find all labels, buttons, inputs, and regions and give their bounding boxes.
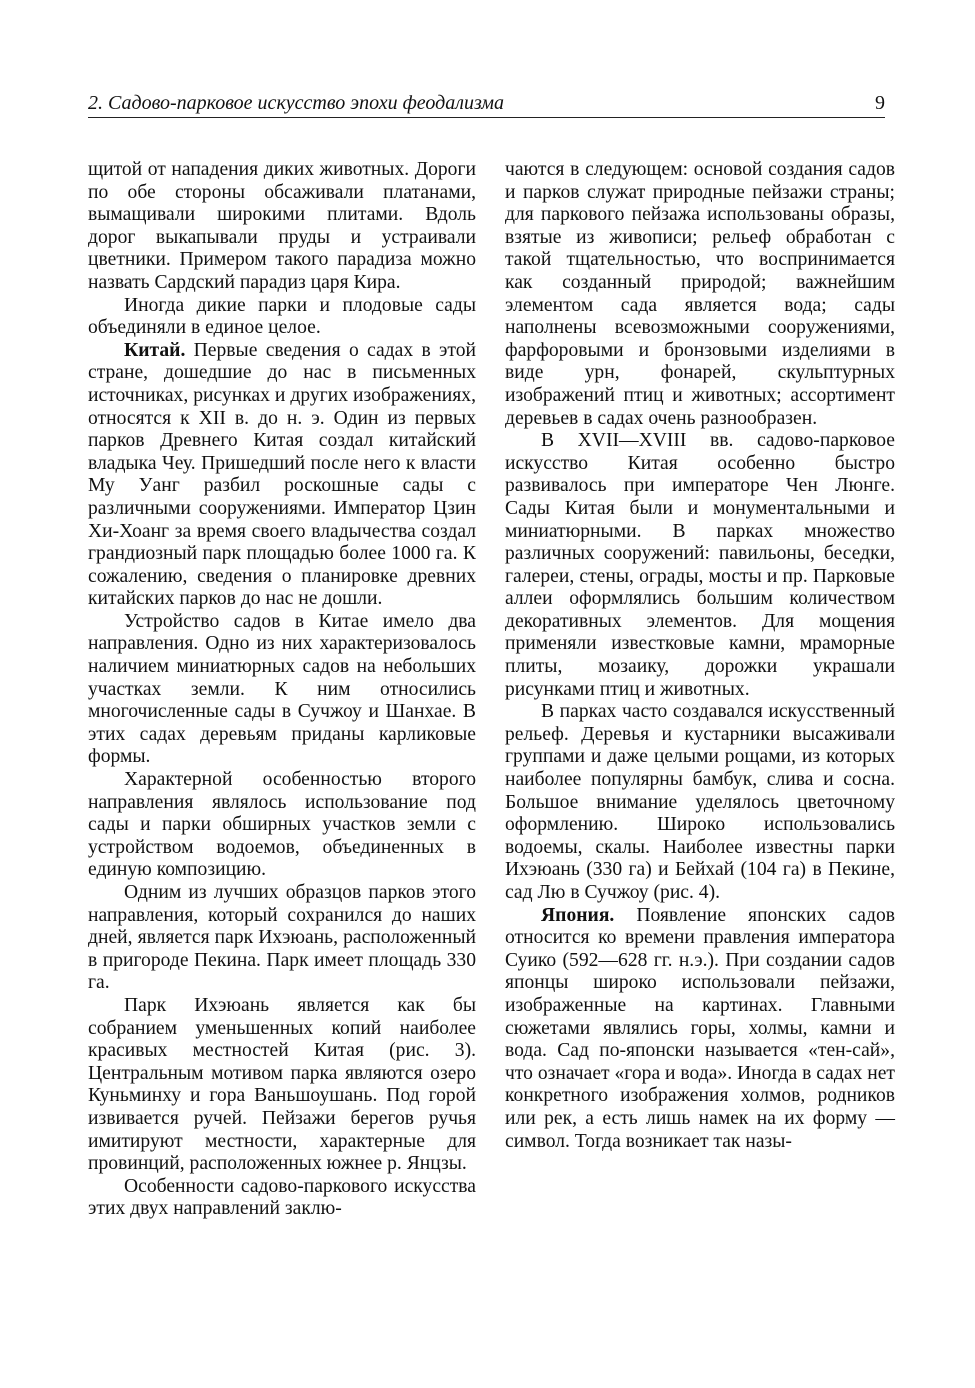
- paragraph: Иногда дикие парки и плодовые сады объединяли в единое целое.: [88, 294, 476, 339]
- paragraph-text: Появление японских садов относится ко времени правления императора Суико (592—628 гг. н.э.). При создании садов японцы широко использовали пейзажи, изображенные на картинах. Главными сюжетами являлись горы, холмы, камни и вода. Сад по-японски называется «тен-сай», что означает «гора и вода». Иногда в садах нет конкретного изображения холмов, родников или рек, а есть лишь намек на их форму — символ. Тогда возникает так назы-: [505, 904, 895, 1152]
- paragraph: В XVII—XVIII вв. садово-парковое искусство Китая особенно быстро развивалось при императоре Чен Люнге. Сады Китая были и монументальными и миниатюрными. В парках множество различных сооружений: павильоны, беседки, галереи, стены, ограды, мосты и пр. Парковые аллеи оформлялись большим количеством декоративных элементов. Для мощения применяли известковые камни, мраморные плиты, мозаику, дорожки украшали рисунками птиц и животных.: [505, 430, 895, 700]
- paragraph: щитой от нападения диких животных. Дороги по обе стороны обсаживали платанами, вымащивали широкими плитами. Вдоль дорог выкапывали пруды и устраивали цветники. Примером такого парадиза можно назвать Сардский парадиз царя Кира.: [88, 159, 476, 293]
- left-column: [88, 159, 476, 1221]
- paragraph: чаются в следующем: основой создания садов и парков служат природные пейзажи страны; для паркового пейзажа использованы образы, взятые из живописи; рельеф обработан с такой тщательностью, что воспринимается как созданный природой; важнейшим элементом сада является вода; сады наполнены всевозможными сооружениями, фарфоровыми и бронзовыми изделиями в виде урн, фонарей, скульптурных изображений птиц и животных; ассортимент деревьев в садах очень разнообразен.: [505, 159, 895, 429]
- section-heading-japan: Япония.: [541, 904, 615, 926]
- paragraph: Особенности садово-паркового искусства этих двух направлений заклю-: [88, 1175, 476, 1220]
- paragraph: В парках часто создавался искусственный рельеф. Деревья и кустарники высаживали группами и даже целыми рощами, из которых наиболее популярны бамбук, слива и сосна. Большое внимание уделялось цветочному оформлению. Широко использовались водоемы, скалы. Наиболее известны парки Ихэюань (330 га) и Бейхай (104 га) в Пекине, сад Лю в Сучжоу (рис. 4).: [505, 701, 895, 903]
- paragraph: Парк Ихэюань является как бы собранием уменьшенных копий наиболее красивых местностей Китая (рис. 3). Центральным мотивом парка являются озеро Куньминху и гора Ваньшоушань. Под горой извивается ручей. Пейзажи берегов ручья имитируют местности, характерные для провинций, расположенных южнее р. Янцзы.: [88, 994, 476, 1175]
- paragraph: Устройство садов в Китае имело два направления. Одно из них характеризовалось наличием миниатюрных садов на небольших участках земли. К ним относились многочисленные сады в Сучжоу и Шанхае. В этих садах деревьям приданы карликовые формы.: [88, 610, 476, 768]
- paragraph-china: [88, 340, 476, 611]
- paragraph: Одним из лучших образцов парков этого направления, который сохранился до наших дней, является парк Ихэюань, расположенный в пригороде Пекина. Парк имеет площадь 330 га.: [88, 882, 476, 994]
- paragraph-japan: [505, 905, 895, 1154]
- right-column: [505, 159, 895, 1153]
- running-title: 2. Садово-парковое искусство эпохи феодализма: [88, 92, 505, 114]
- page-number: 9: [875, 92, 885, 114]
- section-heading-china: Китай.: [124, 339, 186, 361]
- paragraph-text: Первые сведения о садах в этой стране, дошедшие до нас в письменных источниках, рисунках и других изображениях, относятся к XII в. до н. э. Один из первых парков Древнего Китая создал китайский владыка Чеу. Пришедший после него к власти Му Уанг разбил роскошные сады с различными сооружениями. Император Цзин Хи-Хоанг за время своего владычества создал грандиозный парк площадью более 1000 га. К сожалению, сведения о планировке древних китайских парков до нас не дошли.: [88, 339, 476, 610]
- page-header: [88, 91, 885, 118]
- paragraph: Характерной особенностью второго направления являлось использование под сады и парки обширных участков земли с устройством водоемов, объединенных в единую композицию.: [88, 769, 476, 881]
